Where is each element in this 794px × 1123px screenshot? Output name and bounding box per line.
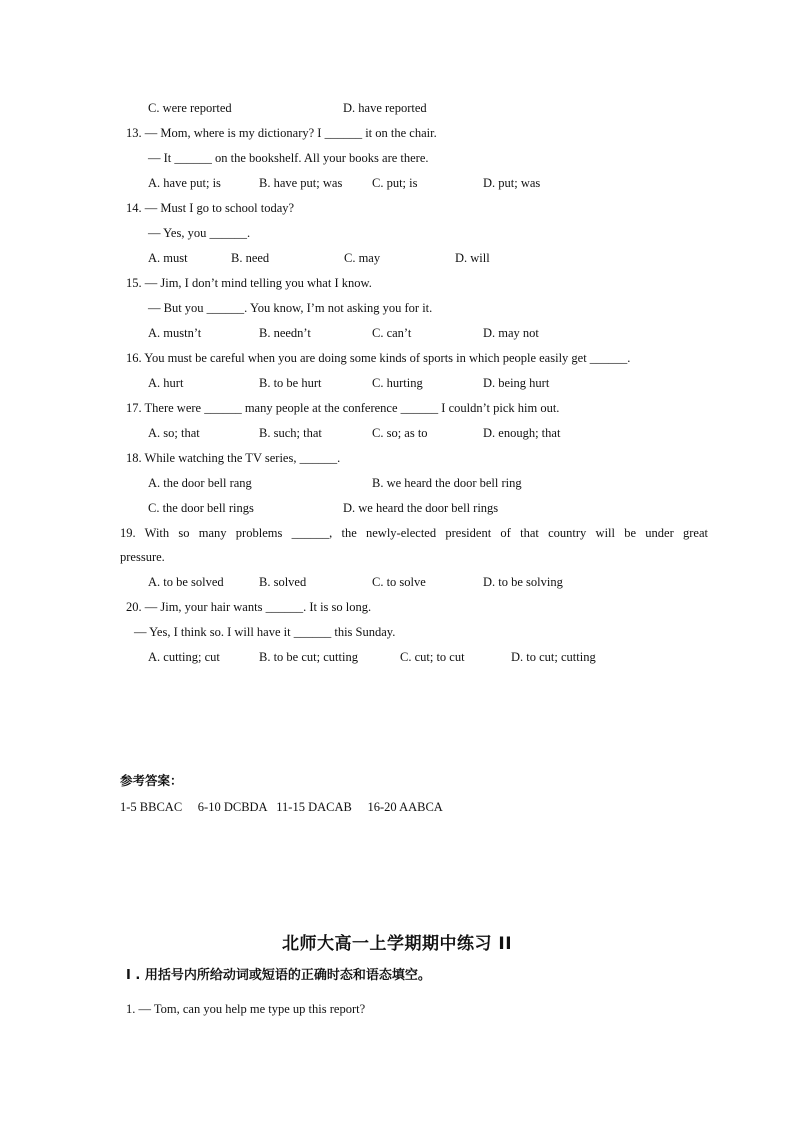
q14-option-b: B. need (231, 251, 270, 265)
q13-option-c: C. put; is (372, 176, 418, 190)
q12-option-c: C. were reported (148, 101, 232, 115)
q17-option-b: B. such; that (259, 426, 322, 440)
q19-option-a: A. to be solved (148, 575, 224, 589)
q14-option-c: C. may (344, 251, 381, 265)
q15-option-c: C. can’t (372, 326, 412, 340)
section-title: 北师大高一上学期期中练习 II (281, 934, 513, 954)
q15-stem-2: — But you ______. You know, I’m not asking you for it. (148, 301, 433, 315)
q16-stem: 16. You must be careful when you are doing some kinds of sports in which people easily get ______. (126, 351, 631, 365)
q14-stem-2: — Yes, you ______. (148, 226, 251, 240)
q20-stem-2: — Yes, I think so. I will have it ______ this Sunday. (134, 625, 396, 639)
q15-stem: 15. — Jim, I don’t mind telling you what I know. (126, 276, 372, 290)
q20-option-c: C. cut; to cut (400, 650, 465, 664)
q14-option-d: D. will (455, 251, 490, 265)
q17-stem: 17. There were ______ many people at the conference ______ I couldn’t pick him out. (126, 401, 560, 415)
answer-key-text: 1-5 BBCAC 6-10 DCBDA 11-15 DACAB 16-20 AABCA (120, 800, 443, 814)
q20-stem: 20. — Jim, your hair wants ______. It is so long. (126, 600, 372, 614)
q14-stem: 14. — Must I go to school today? (126, 201, 295, 215)
q13-option-a: A. have put; is (148, 176, 221, 190)
q20-option-a: A. cutting; cut (148, 650, 220, 664)
q12-option-d: D. have reported (343, 101, 427, 115)
q19-stem: 19. With so many problems ______, the newly-elected president of that country will be under great (120, 526, 708, 540)
q16-option-b: B. to be hurt (259, 376, 322, 390)
q20-option-b: B. to be cut; cutting (259, 650, 358, 664)
answer-key-label: 参考答案： (120, 773, 183, 788)
q15-option-b: B. needn’t (259, 326, 311, 340)
q17-option-a: A. so; that (148, 426, 200, 440)
q19-option-b: B. solved (259, 575, 307, 589)
q18-option-a: A. the door bell rang (148, 476, 252, 490)
q15-option-d: D. may not (483, 326, 539, 340)
q13-option-d: D. put; was (483, 176, 541, 190)
q16-option-c: C. hurting (372, 376, 423, 390)
q20-option-d: D. to cut; cutting (511, 650, 596, 664)
q17-option-d: D. enough; that (483, 426, 561, 440)
part1-q1-stem: 1. — Tom, can you help me type up this report? (126, 1002, 366, 1016)
q13-option-b: B. have put; was (259, 176, 343, 190)
q18-option-d: D. we heard the door bell rings (343, 501, 499, 515)
q19-option-d: D. to be solving (483, 575, 563, 589)
q14-option-a: A. must (148, 251, 188, 265)
q19-option-c: C. to solve (372, 575, 426, 589)
q18-stem: 18. While watching the TV series, ______. (126, 451, 341, 465)
part-heading: I . 用括号内所给动词或短语的正确时态和语态填空。 (126, 968, 431, 983)
q16-option-a: A. hurt (148, 376, 184, 390)
q13-stem: 13. — Mom, where is my dictionary? I ______ it on the chair. (126, 126, 437, 140)
q18-option-b: B. we heard the door bell ring (372, 476, 522, 490)
q13-stem-2: — It ______ on the bookshelf. All your books are there. (148, 151, 429, 165)
q19-stem-2: pressure. (120, 550, 165, 564)
q16-option-d: D. being hurt (483, 376, 550, 390)
q15-option-a: A. mustn’t (148, 326, 202, 340)
q18-option-c: C. the door bell rings (148, 501, 254, 515)
q17-option-c: C. so; as to (372, 426, 428, 440)
